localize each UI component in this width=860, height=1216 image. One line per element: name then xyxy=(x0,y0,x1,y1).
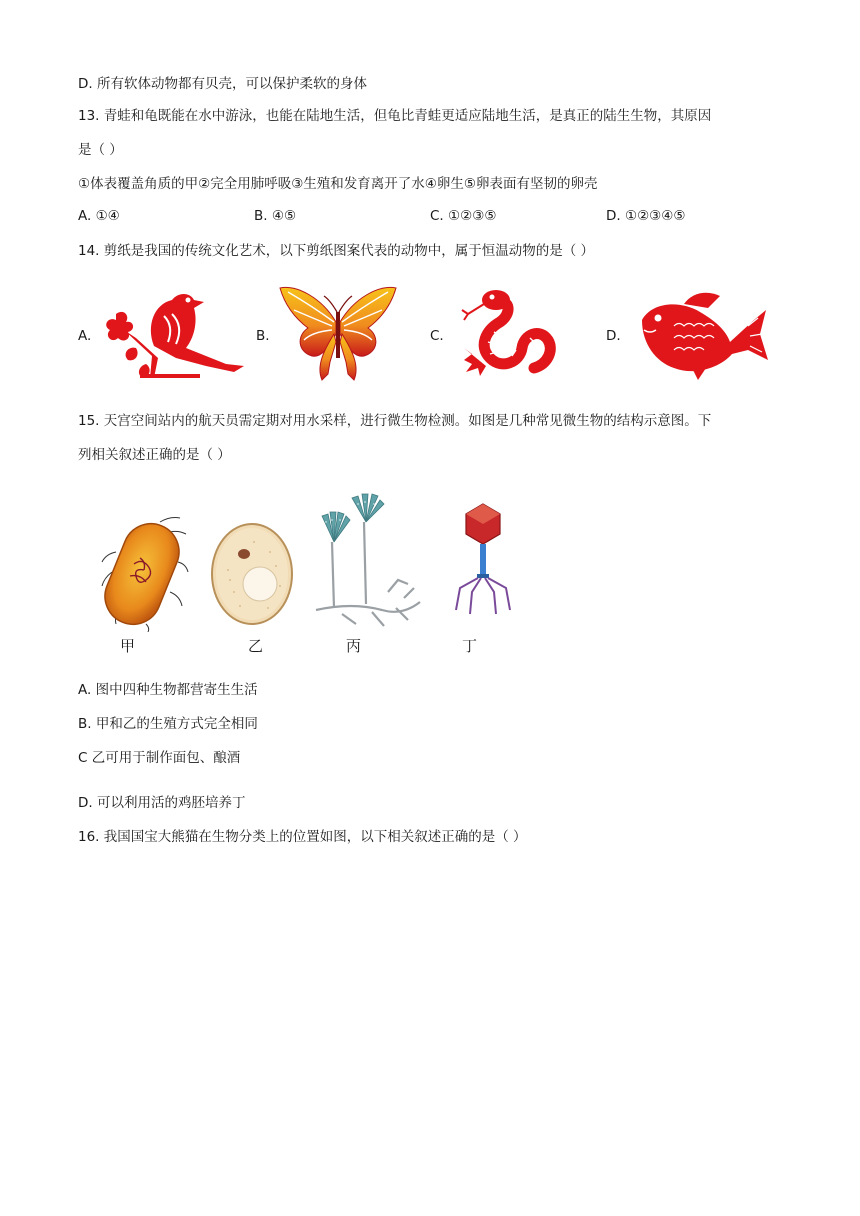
q13-option-c[interactable]: C. ①②③⑤ xyxy=(430,208,497,224)
q15-option-b[interactable]: B. 甲和乙的生殖方式完全相同 xyxy=(78,716,258,732)
mold-penicillium-image xyxy=(312,492,422,632)
q15-option-d[interactable]: D. 可以利用活的鸡胚培养丁 xyxy=(78,795,246,811)
q13-option-b[interactable]: B. ④⑤ xyxy=(254,208,297,224)
q14-label-a[interactable]: A. xyxy=(78,328,92,344)
q14-label-c[interactable]: C. xyxy=(430,328,444,344)
microorganism-figure xyxy=(100,492,530,662)
figure-label-jia: 甲 xyxy=(120,637,136,655)
q13-stem-line2: 是（ ） xyxy=(78,142,123,158)
butterfly-papercut-image xyxy=(278,282,398,386)
bacteriophage-image xyxy=(448,500,518,620)
q13-statements: ①体表覆盖角质的甲②完全用肺呼吸③生殖和发育离开了水④卵生⑤卵表面有坚韧的卵壳 xyxy=(78,176,598,192)
q13-stem-line1: 13. 青蛙和龟既能在水中游泳，也能在陆地生活，但龟比青蛙更适应陆地生活，是真正的陆生生物，其原因 xyxy=(78,108,712,124)
q15-stem-line2: 列相关叙述正确的是（ ） xyxy=(78,447,231,463)
bird-papercut-image xyxy=(106,286,248,382)
q13-options xyxy=(78,205,798,229)
q14-label-b[interactable]: B. xyxy=(256,328,270,344)
q14-picture-options xyxy=(78,282,778,390)
q12-option-d: D. 所有软体动物都有贝壳，可以保护柔软的身体 xyxy=(78,76,367,92)
yeast-cell-image xyxy=(210,522,294,626)
figure-label-yi: 乙 xyxy=(248,637,264,655)
bacterium-image xyxy=(100,512,190,632)
q16-stem: 16. 我国国宝大熊猫在生物分类上的位置如图，以下相关叙述正确的是（ ） xyxy=(78,829,527,845)
q13-option-a[interactable]: A. ①④ xyxy=(78,208,120,224)
q15-option-c[interactable]: C 乙可用于制作面包、酿酒 xyxy=(78,750,241,766)
figure-label-ding: 丁 xyxy=(462,637,478,655)
q15-stem-line1: 15. 天宫空间站内的航天员需定期对用水采样，进行微生物检测。如图是几种常见微生物的结构示意图。下 xyxy=(78,413,712,429)
q13-option-d[interactable]: D. ①②③④⑤ xyxy=(606,208,686,224)
q15-option-a[interactable]: A. 图中四种生物都营寄生生活 xyxy=(78,682,258,698)
snake-papercut-image xyxy=(450,284,562,384)
q14-label-d[interactable]: D. xyxy=(606,328,621,344)
figure-label-bing: 丙 xyxy=(346,637,362,655)
fish-papercut-image xyxy=(634,290,770,384)
q14-stem: 14. 剪纸是我国的传统文化艺术，以下剪纸图案代表的动物中，属于恒温动物的是（ ） xyxy=(78,243,595,259)
